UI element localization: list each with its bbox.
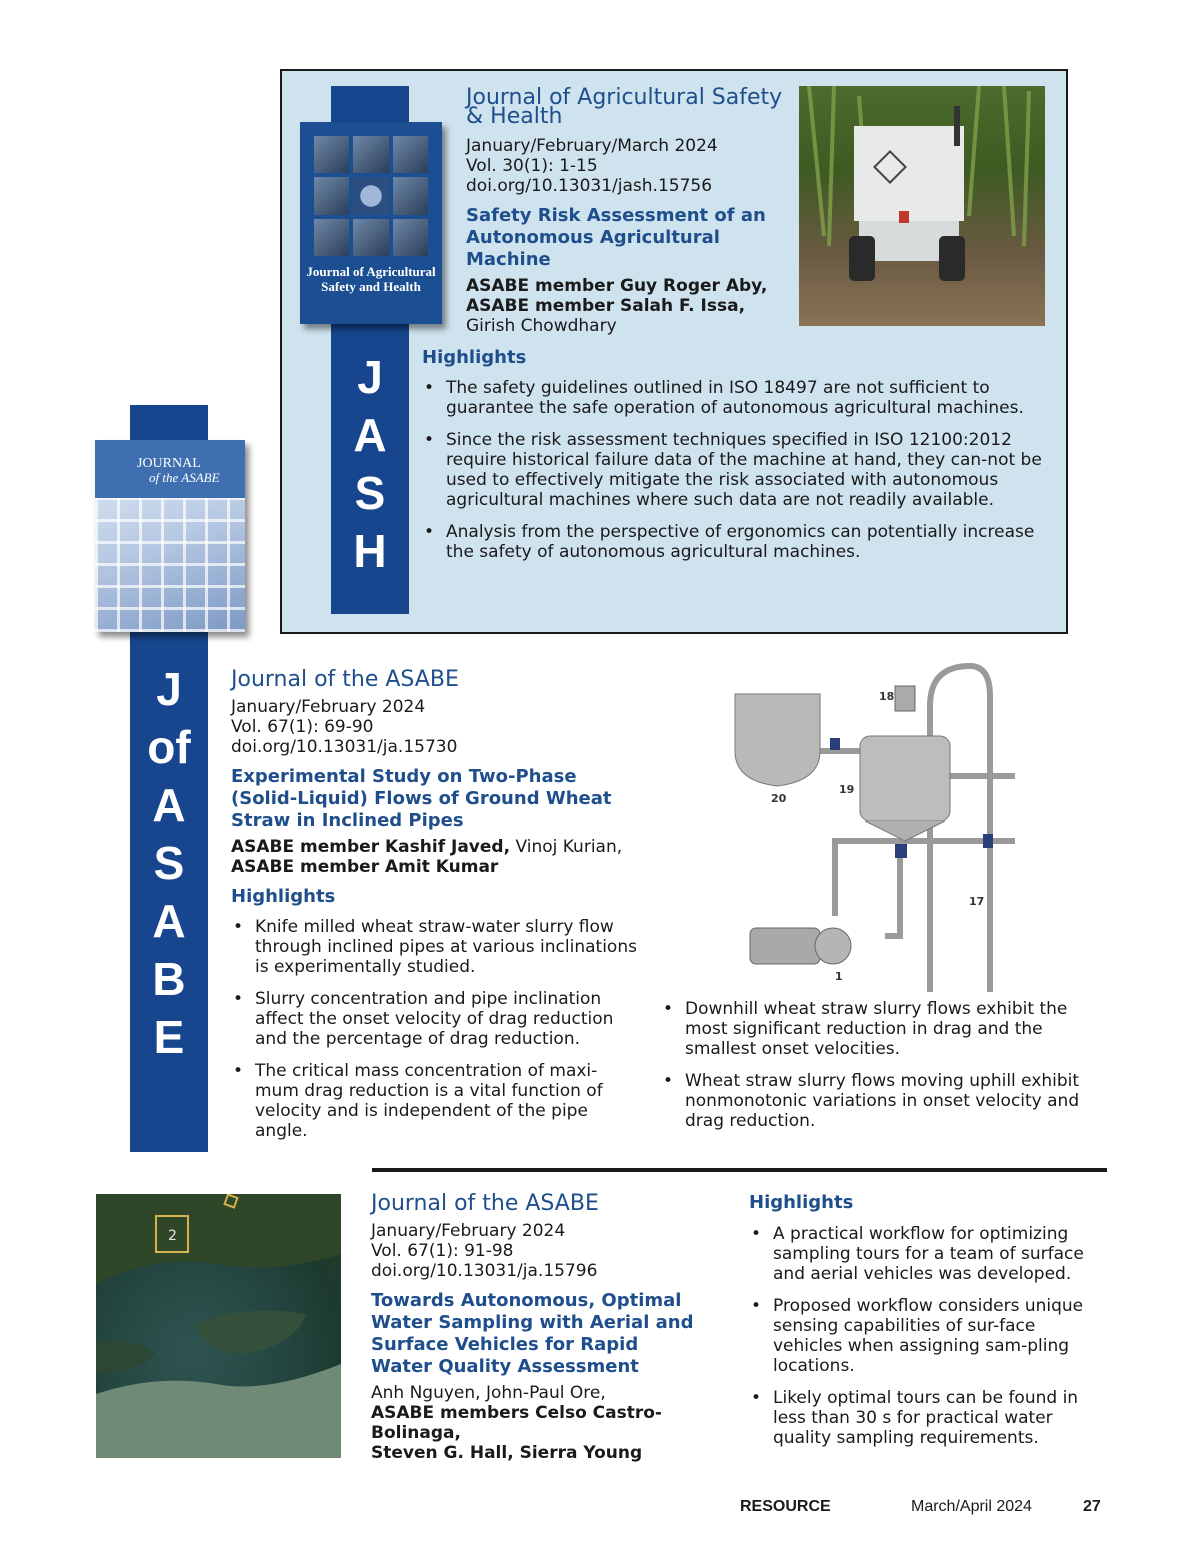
- map-marker-label: 2: [168, 1228, 177, 1244]
- page-number: 27: [1083, 1498, 1101, 1515]
- band-letter: H: [353, 525, 387, 577]
- author: Anh Nguyen, John-Paul Ore,: [371, 1383, 606, 1403]
- highlights-list: [422, 378, 1052, 562]
- diagram-label: 17: [969, 895, 985, 908]
- slurry-loop-diagram: [725, 656, 1025, 992]
- issue-date: January/February 2024: [231, 697, 426, 717]
- issue-date: January/February 2024: [371, 1221, 566, 1241]
- band-letter: A: [152, 895, 186, 947]
- volume: Vol. 30(1): 1-15: [466, 156, 598, 176]
- highlight-item: • Proposed workflow considers unique sensing capabilities of sur-face vehicles when assigning sam-pling locations.: [749, 1296, 1104, 1376]
- issue-date: January/February/March 2024: [466, 136, 718, 156]
- band-letter: S: [153, 837, 185, 889]
- jash-cover-image: [300, 122, 442, 324]
- highlights-heading: Highlights: [422, 347, 527, 368]
- band-letter: J: [156, 663, 182, 715]
- band-letter: B: [152, 953, 186, 1005]
- doi: doi.org/10.13031/ja.15796: [371, 1261, 598, 1281]
- journal-name: Journal of Agricultural Safety & Health: [466, 85, 783, 129]
- article-title: Towards Autonomous, Optimal Water Sampling with Aerial and Surface Vehicles for Rapid Water Quality Assessment: [371, 1290, 694, 1377]
- autonomous-machine-photo: [799, 86, 1045, 326]
- highlight-item: • Wheat straw slurry flows moving uphill exhibit nonmonotonic variations in onset velocity and drag reduction.: [661, 1071, 1081, 1131]
- journal-name: Journal of the ASABE: [231, 667, 459, 692]
- band-letter: S: [354, 467, 386, 519]
- highlight-item: • Analysis from the perspective of ergonomics can potentially increase the safety of autonomous agricultural machines.: [422, 522, 1052, 562]
- author: Vinoj Kurian,: [510, 837, 623, 857]
- author: ASABE member Guy Roger Aby,: [466, 276, 768, 296]
- highlight-item: • The critical mass concentration of maxi-mum drag reduction is a vital function of velocity and is independent of the pipe angle.: [231, 1061, 641, 1141]
- cover-subtitle: of the ASABE: [149, 470, 220, 485]
- band-letter: J: [357, 351, 383, 403]
- author: ASABE member Amit Kumar: [231, 857, 499, 877]
- diagram-label: 1: [835, 970, 843, 983]
- cover-title: JOURNAL: [137, 456, 201, 471]
- section-divider: [372, 1168, 1107, 1172]
- asabe-cover-image: [95, 440, 245, 632]
- highlight-item: • Knife milled wheat straw-water slurry flow through inclined pipes at various inclinations is experimentally studied.: [231, 917, 641, 977]
- highlight-item: • Since the risk assessment techniques specified in ISO 12100:2012 require historical failure data of the machine at hand, they can-not be used to effectively mitigate the risk associated with autonomous agricultural machines where such data are not readily available.: [422, 430, 1052, 510]
- highlights-list: [749, 1224, 1104, 1448]
- doi: doi.org/10.13031/ja.15730: [231, 737, 458, 757]
- highlight-item: • A practical workflow for optimizing sampling tours for a team of surface and aerial vehicles was developed.: [749, 1224, 1104, 1284]
- author: ASABE member Kashif Javed,: [231, 837, 511, 857]
- highlight-item: • Slurry concentration and pipe inclination affect the onset velocity of drag reduction and the percentage of drag reduction.: [231, 989, 641, 1049]
- highlight-item: • Likely optimal tours can be found in less than 30 s for practical water quality sampling requirements.: [749, 1388, 1104, 1448]
- highlight-item: • The safety guidelines outlined in ISO 18497 are not sufficient to guarantee the safe operation of autonomous agricultural machines.: [422, 378, 1052, 418]
- cover-title: Journal of Agricultural Safety and Health: [306, 264, 436, 294]
- highlight-item: • Downhill wheat straw slurry flows exhibit the most significant reduction in drag and the smallest onset velocities.: [661, 999, 1081, 1059]
- highlights-list: [231, 917, 641, 1141]
- band-letter: A: [152, 779, 186, 831]
- footer-magazine: RESOURCE: [740, 1498, 831, 1515]
- satellite-map-image: [96, 1194, 341, 1458]
- band-letter: of: [147, 721, 191, 773]
- band-letter: E: [153, 1011, 185, 1063]
- highlights-list: [661, 999, 1081, 1131]
- volume: Vol. 67(1): 91-98: [371, 1241, 514, 1261]
- diagram-label: 18: [879, 690, 895, 703]
- doi: doi.org/10.13031/jash.15756: [466, 176, 713, 196]
- diagram-label: 20: [771, 792, 787, 805]
- highlights-heading: Highlights: [231, 886, 336, 907]
- footer-issue: March/April 2024: [911, 1498, 1032, 1515]
- diagram-label: 19: [839, 783, 855, 796]
- article-title: Experimental Study on Two-Phase (Solid-Liquid) Flows of Ground Wheat Straw in Inclined Pipes: [231, 766, 612, 831]
- highlights-heading: Highlights: [749, 1192, 854, 1213]
- author: ASABE member Salah F. Issa,: [466, 296, 746, 316]
- band-letter: A: [353, 409, 387, 461]
- author: ASABE members Celso Castro-Bolinaga,: [371, 1403, 662, 1443]
- journal-name: Journal of the ASABE: [371, 1191, 599, 1216]
- author: Steven G. Hall, Sierra Young: [371, 1443, 643, 1463]
- volume: Vol. 67(1): 69-90: [231, 717, 374, 737]
- article-title: Safety Risk Assessment of an Autonomous Agricultural Machine: [466, 205, 766, 270]
- author: Girish Chowdhary: [466, 316, 617, 336]
